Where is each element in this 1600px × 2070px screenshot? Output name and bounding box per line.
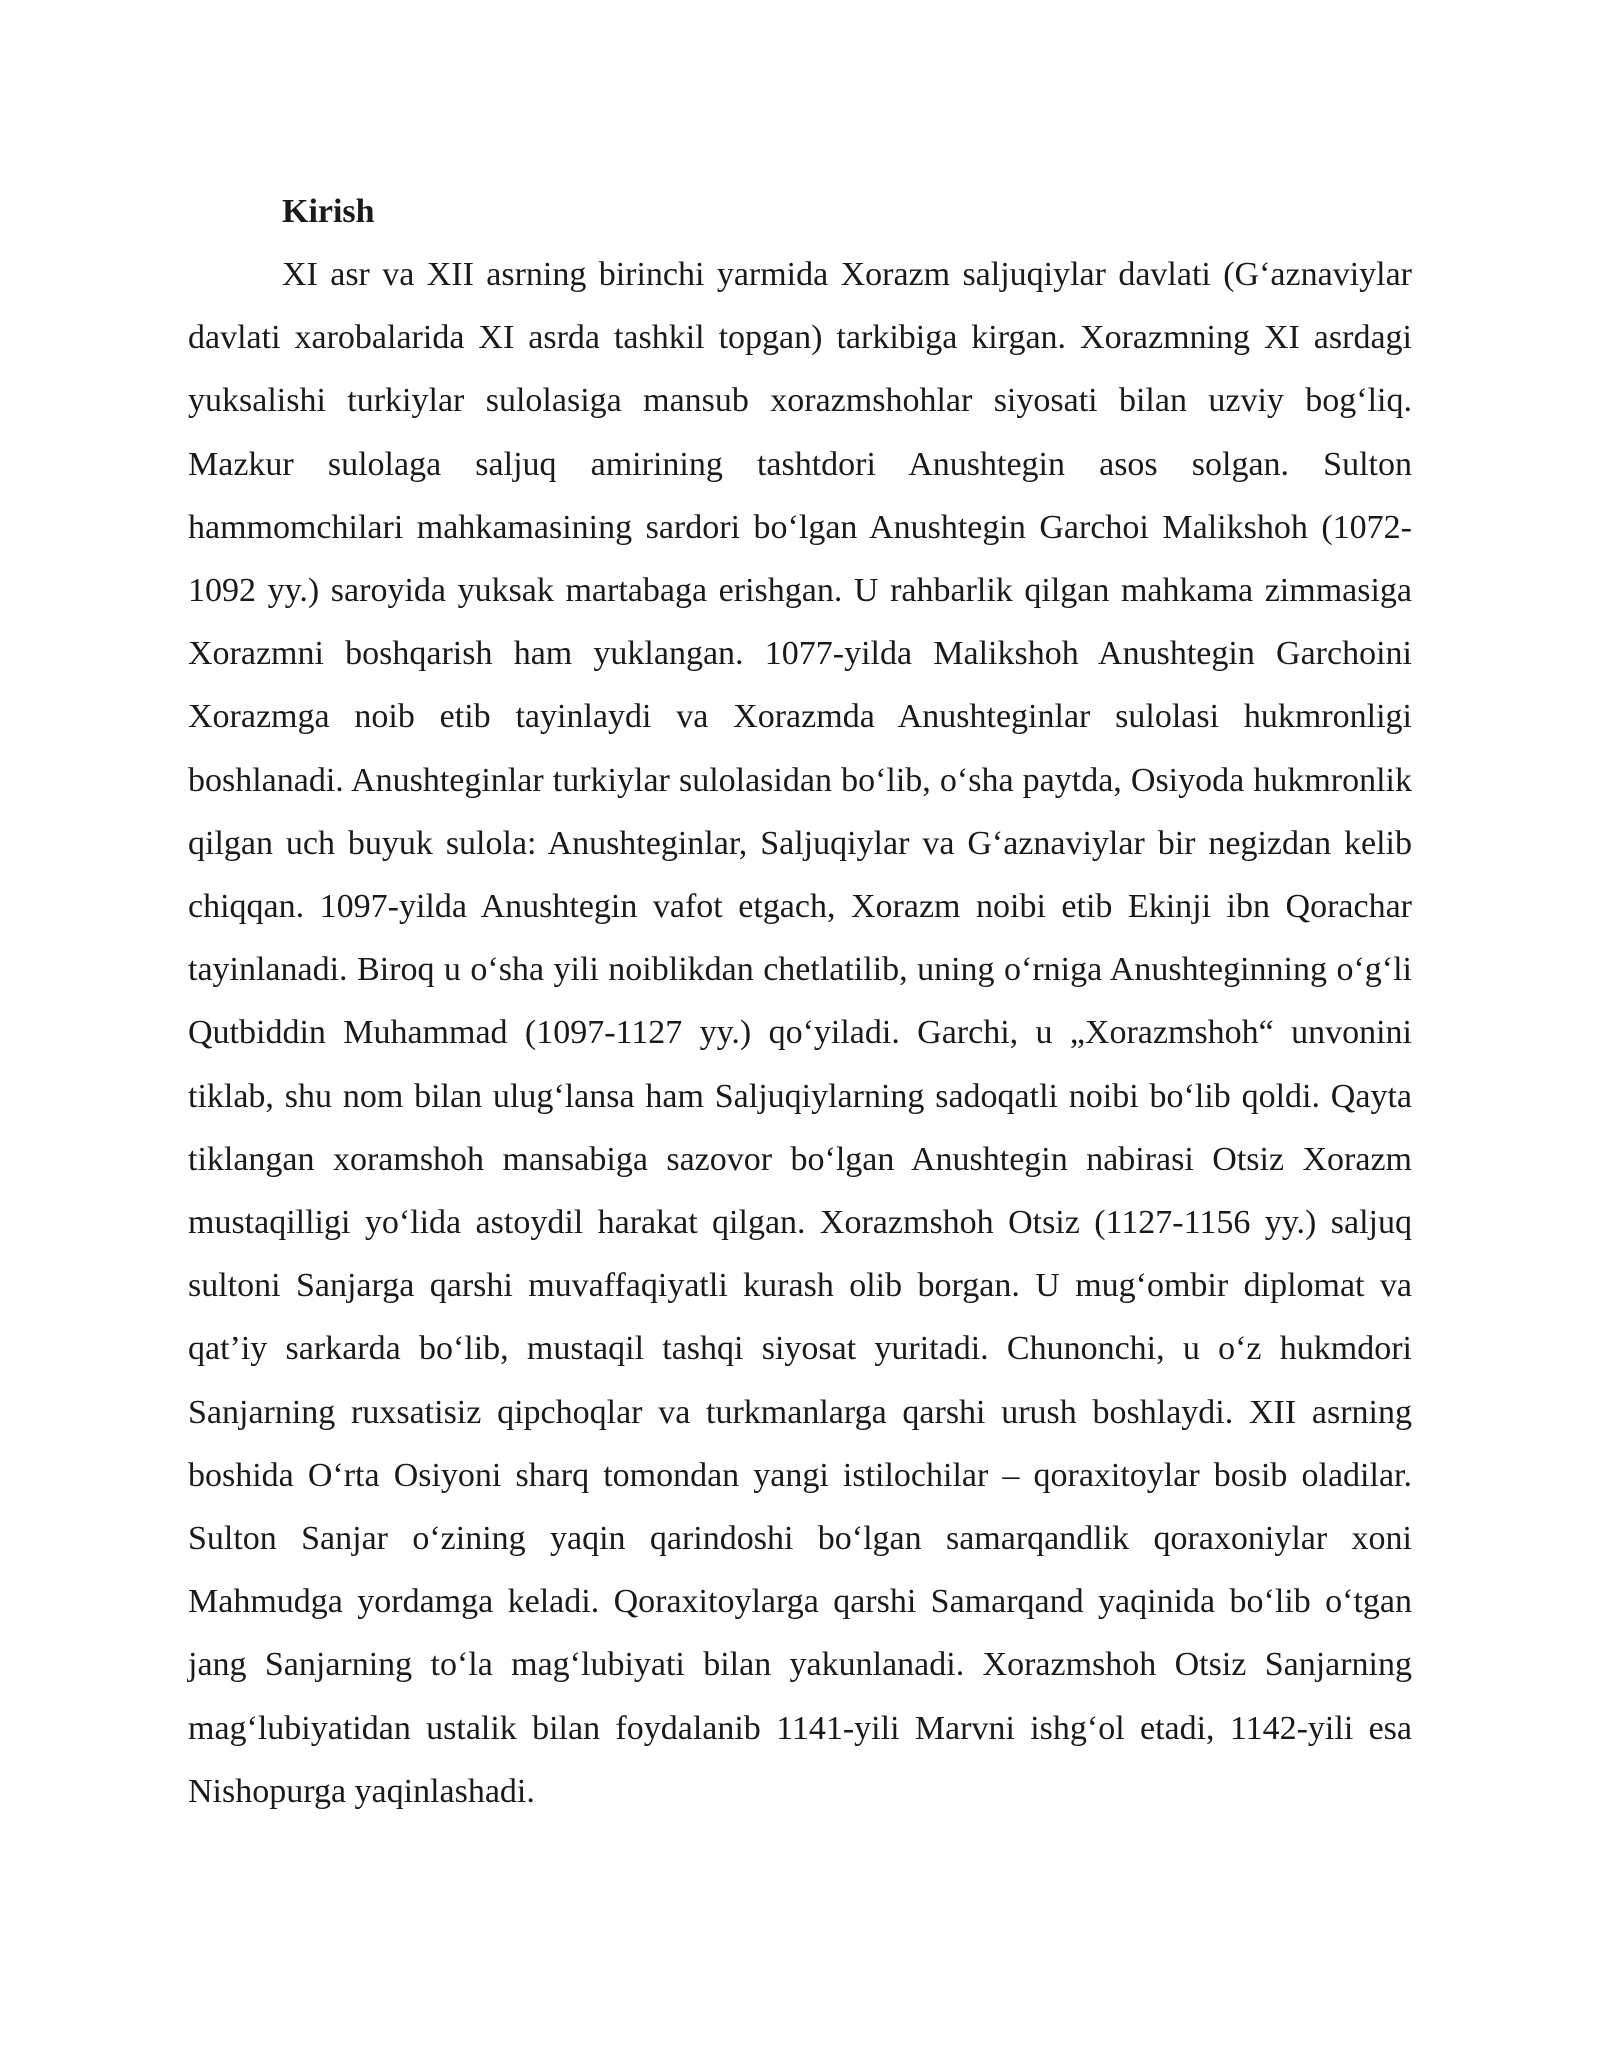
body-paragraph: XI asr va XII asrning birinchi yarmida Xorazm saljuqiylar davlati (G‘aznaviylar davlati xarobalarida XI asrda tashkil topgan) tarkibiga kirgan. Xorazmning XI asrdagi yuksalishi turkiylar sulolasiga mansub xorazmshohlar siyosati bilan uzviy bog‘liq. Mazkur sulolaga saljuq amirining tashtdori Anushtegin asos solgan. Sulton hammomchilari mahkamasining sardori bo‘lgan Anushtegin Garchoi Malikshoh (1072-1092 yy.) saroyida yuksak martabaga erishgan. U rahbarlik qilgan mahkama zimmasiga Xorazmni boshqarish ham yuklangan. 1077-yilda Malikshoh Anushtegin Garchoini Xorazmga noib etib tayinlaydi va Xorazmda Anushteginlar sulolasi hukmronligi boshlanadi. Anushteginlar turkiylar sulolasidan bo‘lib, o‘sha paytda, Osiyoda hukmronlik qilgan uch buyuk sulola: Anushteginlar, Saljuqiylar va G‘aznaviylar bir negizdan kelib chiqqan. 1097-yilda Anushtegin vafot etgach, Xorazm noibi etib Ekinji ibn Qorachar tayinlanadi. Biroq u o‘sha yili noiblikdan chetlatilib, uning o‘rniga Anushteginning o‘g‘li Qutbiddin Muhammad (1097-1127 yy.) qo‘yiladi. Garchi, u „Xorazmshoh“ unvonini tiklab, shu nom bilan ulug‘lansa ham Saljuqiylarning sadoqatli noibi bo‘lib qoldi. Qayta tiklangan xoramshoh mansabiga sazovor bo‘lgan Anushtegin nabirasi Otsiz Xorazm mustaqilligi yo‘lida astoydil harakat qilgan. Xorazmshoh Otsiz (1127-1156 yy.) saljuq sultoni Sanjarga qarshi muvaffaqiyatli kurash olib borgan. U mug‘ombir diplomat va qat’iy sarkarda bo‘lib, mustaqil tashqi siyosat yuritadi. Chunonchi, u o‘z hukmdori Sanjarning ruxsatisiz qipchoqlar va turkmanlarga qarshi urush boshlaydi. XII asrning boshida O‘rta Osiyoni sharq tomondan yangi istilochilar – qoraxitoylar bosib oladilar. Sulton Sanjar o‘zining yaqin qarindoshi bo‘lgan samarqandlik qoraxoniylar xoni Mahmudga yordamga keladi. Qoraxitoylarga qarshi Samarqand yaqinida bo‘lib o‘tgan jang Sanjarning to‘la mag‘lubiyati bilan yakunlanadi. Xorazmshoh Otsiz Sanjarning mag‘lubiyatidan ustalik bilan foydalanib 1141-yili Marvni ishg‘ol etadi, 1142-yili esa Nishopurga yaqinlashadi. xyxy=(188,256,1412,1810)
section-heading: Kirish xyxy=(282,193,375,230)
page-content xyxy=(188,180,1412,1823)
